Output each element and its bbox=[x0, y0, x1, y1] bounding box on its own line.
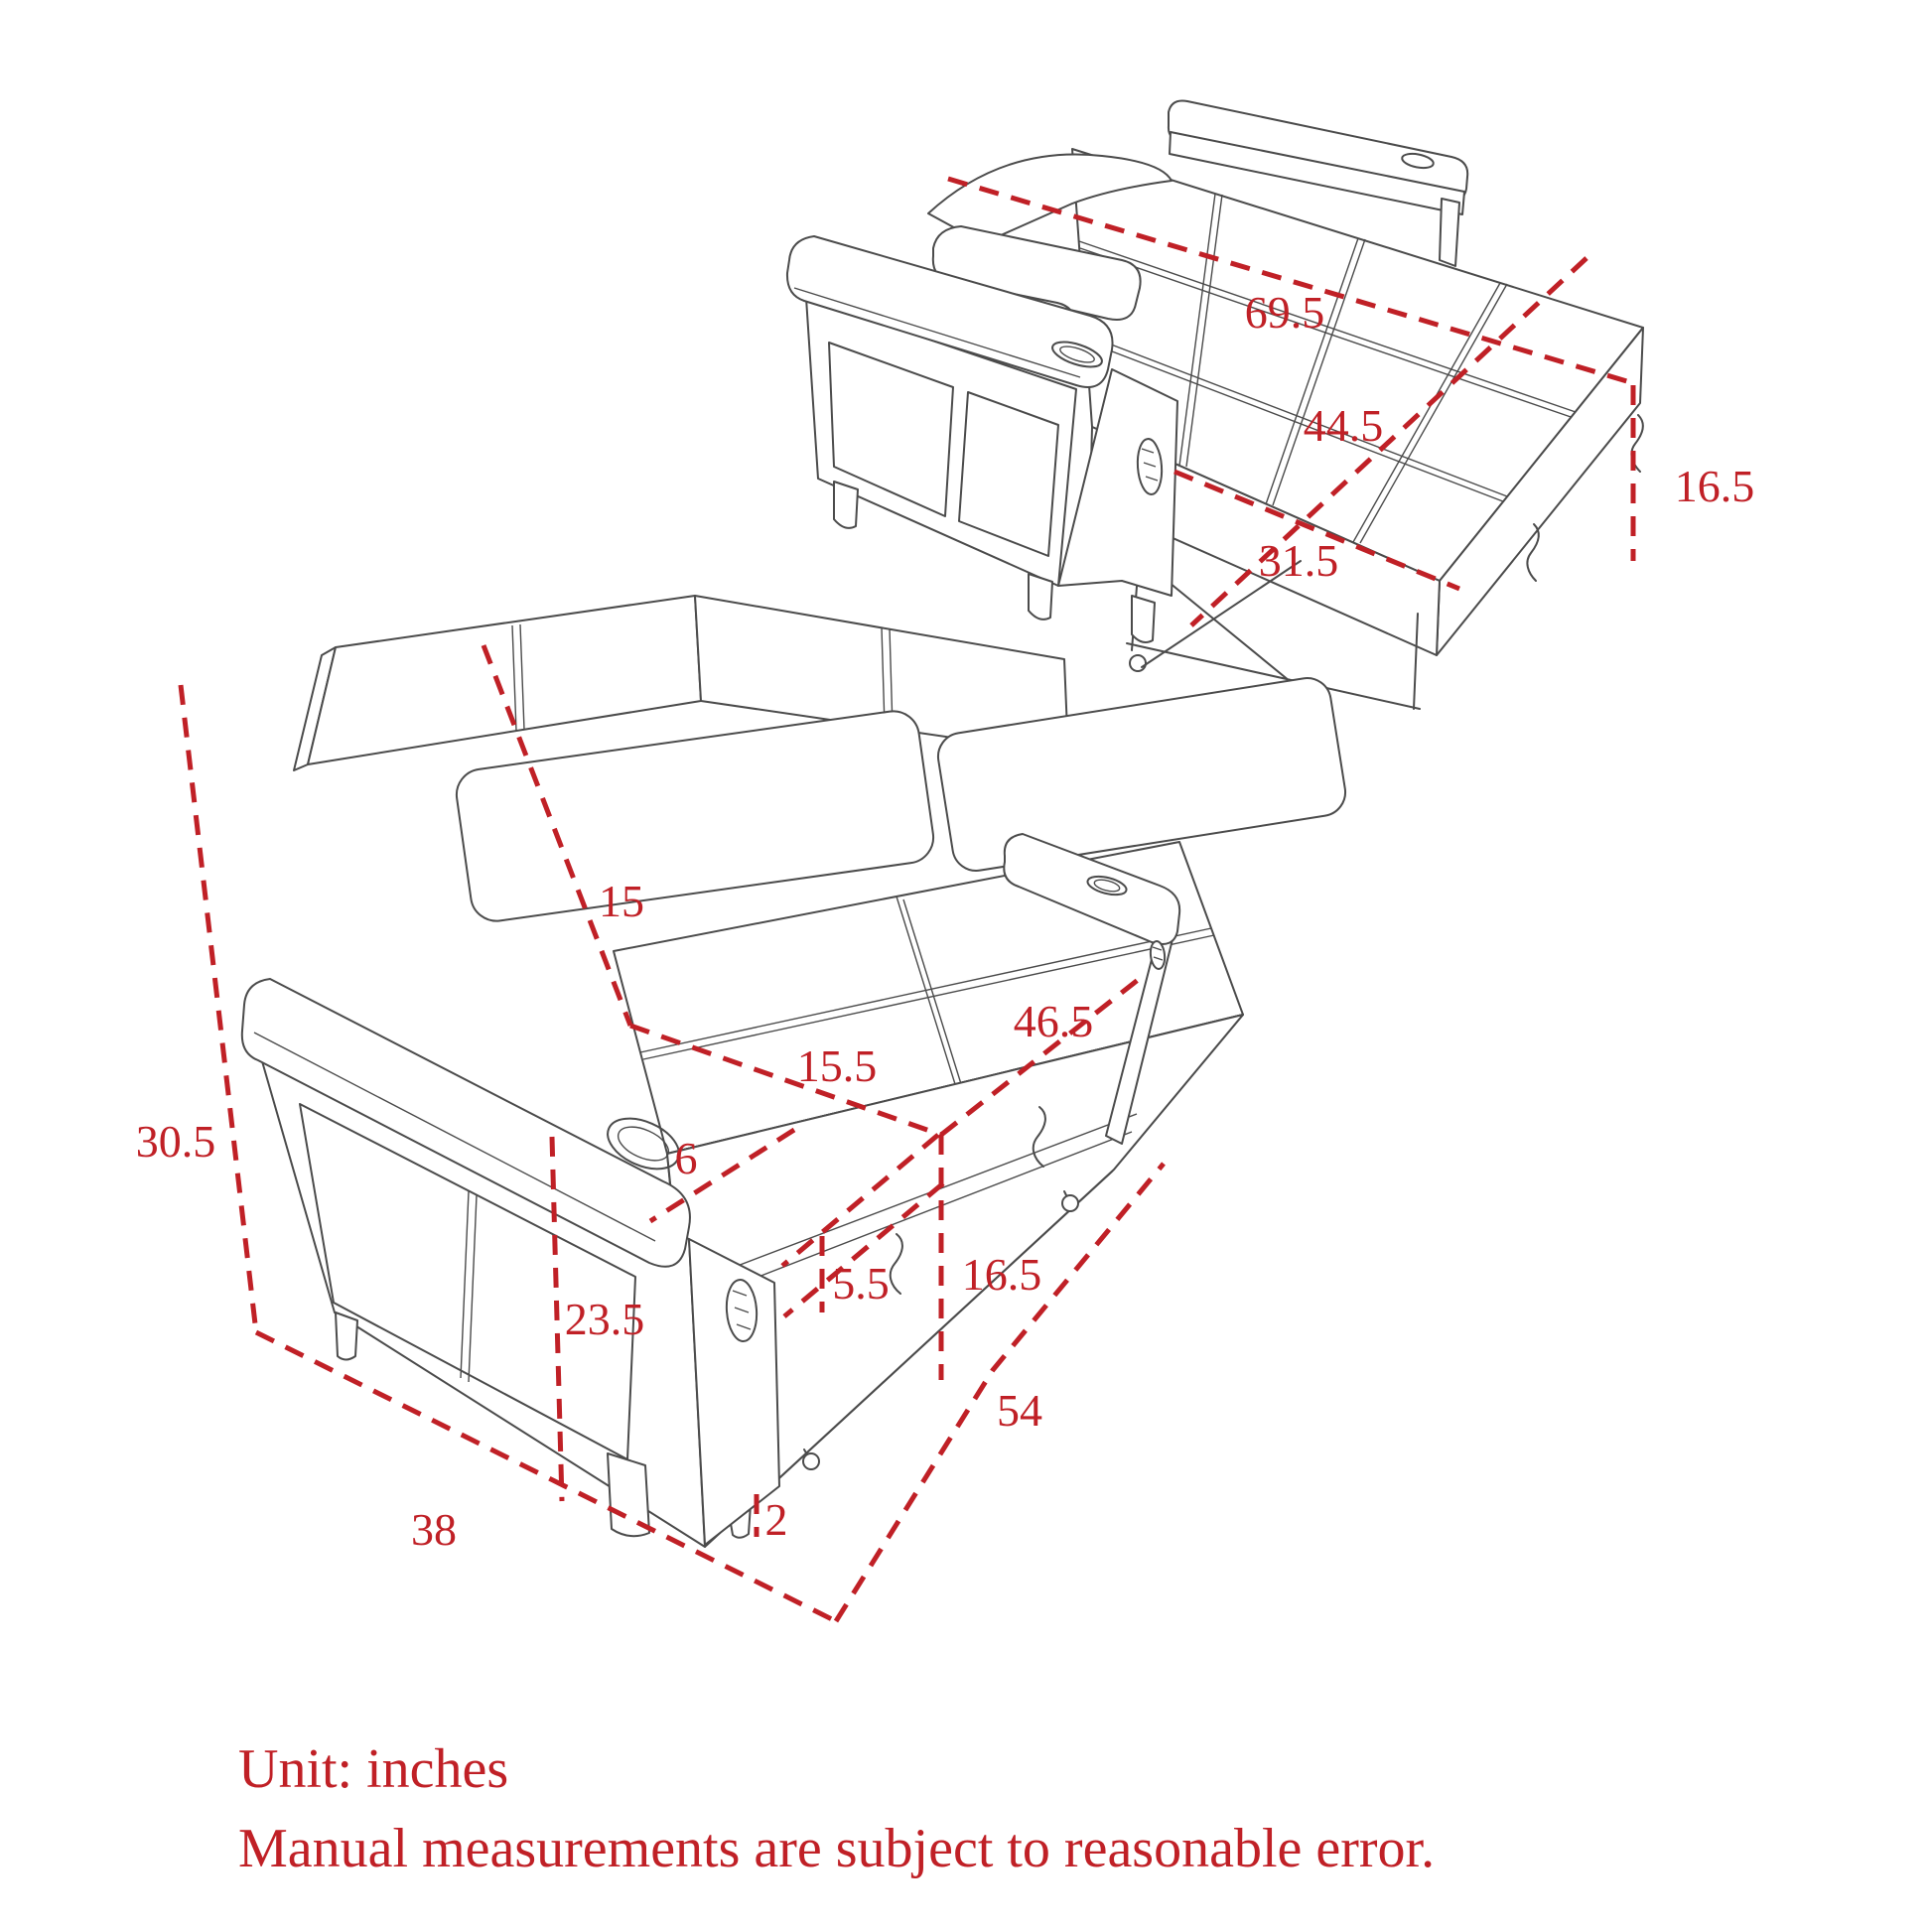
dimension-label-seat-depth: 15.5 bbox=[796, 1040, 878, 1091]
dimension-label-armrest-height: 23.5 bbox=[564, 1294, 645, 1344]
dimension-label-leg-height: 2 bbox=[764, 1494, 788, 1545]
dimension-label-overall-width: 54 bbox=[997, 1385, 1042, 1436]
dimension-label-bed-width: 44.5 bbox=[1303, 400, 1384, 451]
dimension-label-overall-height: 30.5 bbox=[135, 1116, 216, 1167]
dimension-label-seat-width: 46.5 bbox=[1013, 996, 1094, 1046]
dimension-label-backrest-height: 15 bbox=[599, 876, 644, 926]
dimension-label-bed-height: 16.5 bbox=[1674, 461, 1755, 511]
pillow bbox=[454, 708, 937, 924]
caster-wheel bbox=[1062, 1195, 1078, 1211]
dimension-label-pullout-depth: 31.5 bbox=[1258, 535, 1339, 586]
leg bbox=[1132, 596, 1155, 642]
dimension-label-bed-length: 69.5 bbox=[1244, 287, 1325, 338]
caster-wheel bbox=[1130, 655, 1146, 671]
leg bbox=[1029, 574, 1052, 620]
backrest-panel bbox=[308, 596, 701, 764]
bed-view bbox=[787, 100, 1754, 709]
dimension-label-armrest-width: 6 bbox=[674, 1133, 698, 1183]
dimension-label-overall-depth: 38 bbox=[411, 1504, 457, 1555]
dimension-label-seat-height: 16.5 bbox=[961, 1249, 1042, 1300]
caster-wheel bbox=[803, 1453, 819, 1469]
leg bbox=[336, 1312, 357, 1360]
notes bbox=[238, 1738, 1435, 1879]
unit-note: Unit: inches bbox=[238, 1738, 509, 1800]
dimension-label-frame-gap: 5.5 bbox=[832, 1258, 890, 1309]
headboard-post bbox=[1440, 199, 1459, 266]
sofa-view bbox=[136, 596, 1349, 1621]
leg bbox=[834, 482, 858, 528]
error-note: Manual measurements are subject to reasonable error. bbox=[238, 1818, 1436, 1879]
